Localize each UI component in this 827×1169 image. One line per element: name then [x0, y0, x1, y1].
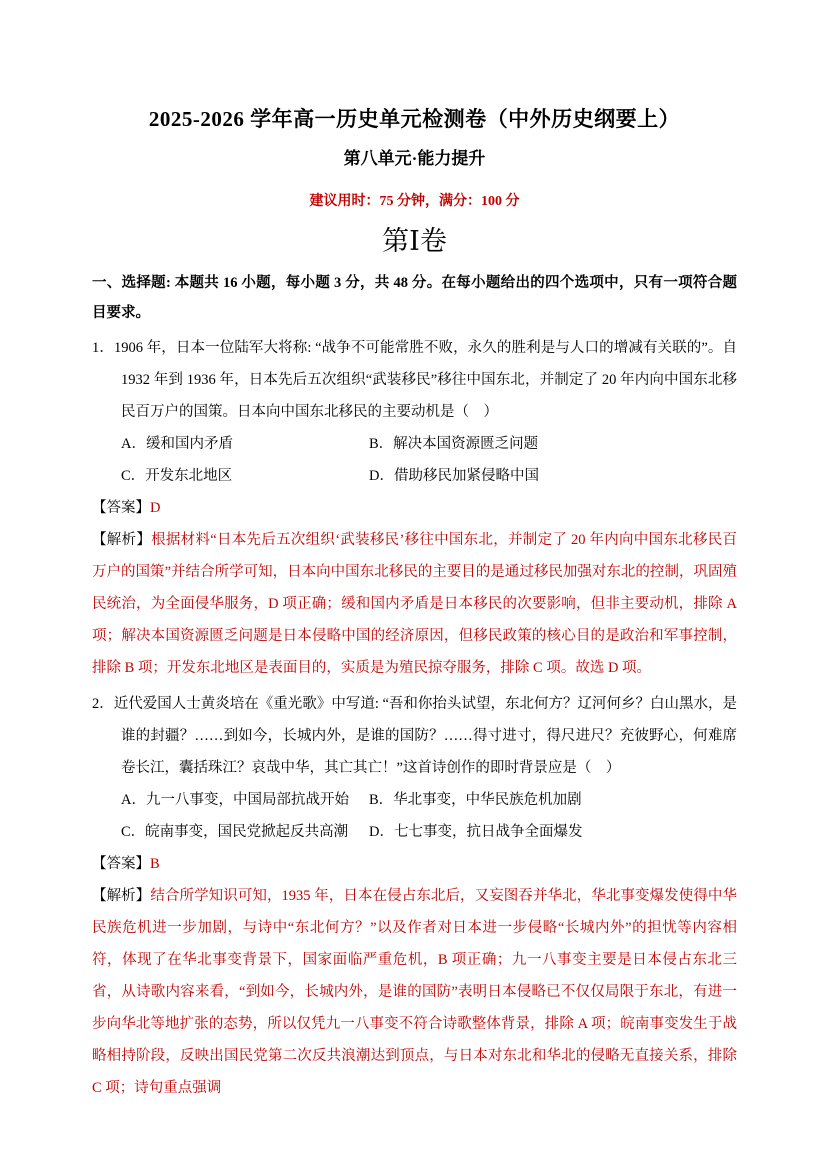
- question-2-stem: [92, 688, 737, 784]
- question-1-stem: [92, 332, 737, 428]
- question-2-answer-label: 【答案】: [92, 856, 150, 872]
- section-intro: 一、选择题: 本题共 16 小题，每小题 3 分，共 48 分。在每小题给出的四个选项中，只有一项符合题目要求。: [92, 275, 737, 321]
- question-2-option-b: B．华北事变，中华民族危机加剧: [369, 792, 582, 808]
- question-1-answer-label: 【答案】: [92, 500, 150, 516]
- question-1-option-c: C．开发东北地区: [121, 468, 233, 484]
- question-1-option-b: B．解决本国资源匮乏问题: [369, 436, 539, 452]
- question-1-analysis-text: 根据材料“日本先后五次组织‘武装移民’移往中国东北，并制定了 20 年内向中国东北移民百万户的国策”并结合所学可知，日本向中国东北移民的主要目的是通过移民加强对东北的控制，巩固殖民统治，为全面侵华服务，D 项正确；缓和国内矛盾是日本移民的次要影响，但非主要动机，排除 A 项；解决本国资源匮乏问题是日本侵略中国的经济原因，但移民政策的核心目的是政治和军事控制，排除 B 项；开发东北地区是表面目的，实质是为殖民掠夺服务，排除 C 项。故选 D 项。: [92, 532, 737, 676]
- exam-title: 2025-2026 学年高一历史单元检测卷（中外历史纲要上）: [148, 107, 681, 131]
- question-1-option-a: A．缓和国内矛盾: [121, 436, 233, 452]
- question-2-option-a: A．九一八事变，中国局部抗战开始: [121, 792, 349, 808]
- question-2-answer-line: [92, 848, 737, 880]
- question-1-answer-line: [92, 492, 737, 524]
- question-1-text: 1906 年，日本一位陆军大将称: “战争不可能常胜不败，永久的胜利是与人口的增减有关联的”。自 1932 年到 1936 年，日本先后五次组织“武装移民”移往中国东北，并制定了 20 年内向中国东北移民百万户的国策。日本向中国东北移民的主要动机是（ ）: [113, 340, 738, 420]
- question-2-option-d: D．七七事变，抗日战争全面爆发: [369, 824, 583, 840]
- question-1: [92, 332, 737, 684]
- question-2-answer-value: B: [150, 856, 160, 872]
- question-2-number: 2．: [92, 696, 114, 712]
- question-2-analysis: [92, 880, 737, 1104]
- question-2: [92, 688, 737, 1104]
- question-1-analysis-label: 【解析】: [92, 532, 152, 548]
- exam-time-score-info: 建议用时：75 分钟，满分：100 分: [309, 194, 520, 209]
- question-1-option-d: D．借助移民加紧侵略中国: [369, 468, 539, 484]
- question-2-text: 近代爱国人士黄炎培在《重光歌》中写道: “吾和你抬头试望，东北何方？辽河何乡？白山黑水，是谁的封疆？……到如今，长城内外，是谁的国防？……得寸进寸，得尺进尺？充彼野心，何难席卷长江，囊括珠江？哀哉中华，其亡其亡！”这首诗创作的即时背景应是（ ）: [113, 696, 738, 776]
- question-1-analysis: [92, 524, 737, 684]
- question-2-analysis-label: 【解析】: [92, 888, 151, 904]
- question-2-options: [121, 784, 737, 848]
- question-1-number: 1．: [92, 340, 114, 356]
- volume-title: 第Ⅰ卷: [382, 226, 447, 256]
- question-1-options: [121, 428, 737, 492]
- question-1-answer-value: D: [150, 500, 161, 516]
- unit-subtitle: 第八单元·能力提升: [343, 149, 486, 168]
- question-2-analysis-text: 结合所学知识可知，1935 年，日本在侵占东北后，又妄图吞并华北，华北事变爆发使得中华民族危机进一步加剧，与诗中“东北何方？”以及作者对日本进一步侵略“长城内外”的担忧等内容相符，体现了在华北事变背景下，国家面临严重危机，B 项正确；九一八事变主要是日本侵占东北三省，从诗歌内容来看，“到如今，长城内外，是谁的国防”表明日本侵略已不仅仅局限于东北，有进一步向华北等地扩张的态势，所以仅凭九一八事变不符合诗歌整体背景，排除 A 项；皖南事变发生于战略相持阶段，反映出国民党第二次反共浪潮达到顶点，与日本对东北和华北的侵略无直接关系，排除 C 项；诗句重点强调: [92, 888, 738, 1096]
- question-2-option-c: C．皖南事变，国民党掀起反共高潮: [121, 824, 349, 840]
